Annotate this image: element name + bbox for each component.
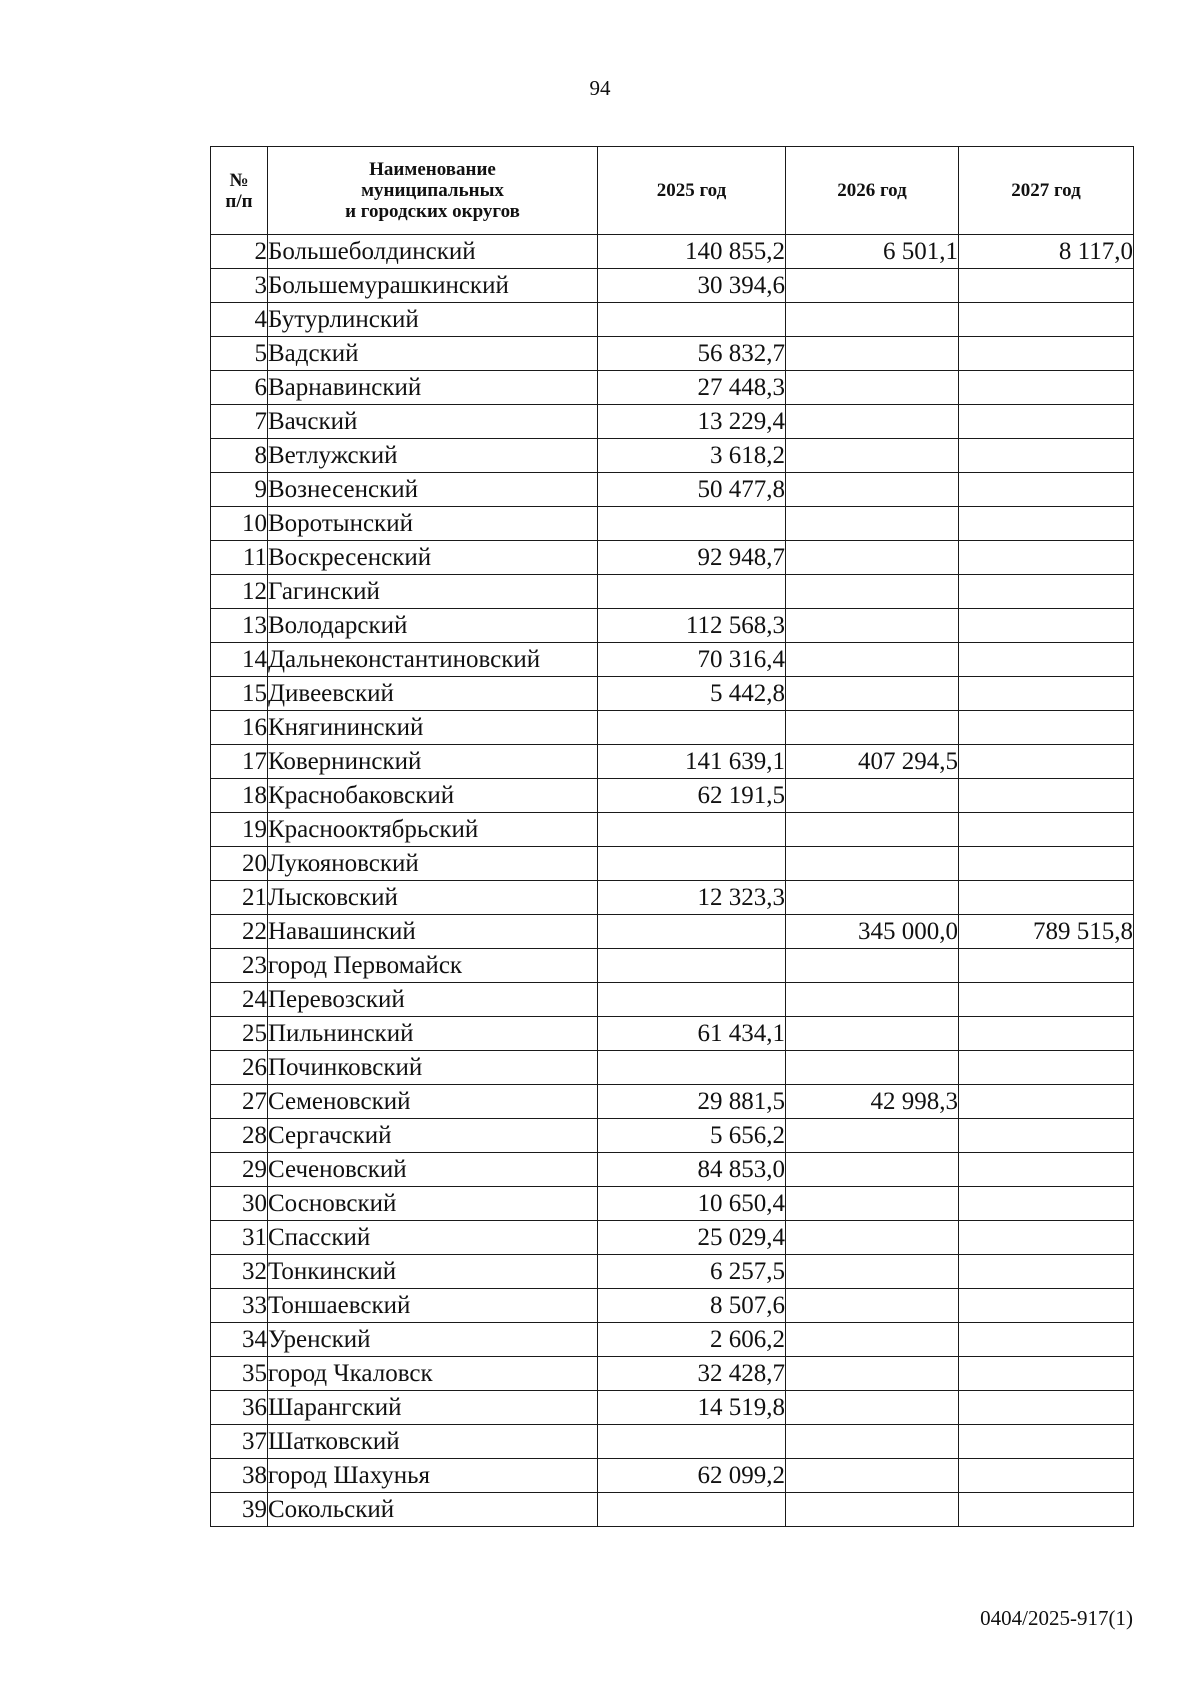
value-2026-cell [786, 1221, 959, 1255]
table-row [211, 711, 1134, 745]
value-2025-cell: 13 229,4 [598, 405, 786, 439]
district-name-cell: Тонкинский [268, 1255, 598, 1289]
value-2027-cell [959, 609, 1134, 643]
value-2026-cell [786, 371, 959, 405]
district-name-cell: Лысковский [268, 881, 598, 915]
district-name-cell: Сергачский [268, 1119, 598, 1153]
header-2025: 2025 год [598, 147, 786, 235]
district-name-cell: Семеновский [268, 1085, 598, 1119]
value-2025-cell: 2 606,2 [598, 1323, 786, 1357]
table-row [211, 1289, 1134, 1323]
row-number-cell: 12 [211, 575, 268, 609]
value-2027-cell [959, 1323, 1134, 1357]
table-row [211, 745, 1134, 779]
value-2025-cell: 12 323,3 [598, 881, 786, 915]
document-code: 0404/2025-917(1) [980, 1606, 1133, 1630]
value-2026-cell: 407 294,5 [786, 745, 959, 779]
row-number-cell: 18 [211, 779, 268, 813]
value-2027-cell [959, 1187, 1134, 1221]
row-number-cell: 34 [211, 1323, 268, 1357]
table-row [211, 609, 1134, 643]
value-2026-cell [786, 575, 959, 609]
page-number: 94 [589, 76, 611, 100]
district-name-cell: Сокольский [268, 1493, 598, 1527]
table-row [211, 473, 1134, 507]
table-row [211, 235, 1134, 269]
row-number-cell: 31 [211, 1221, 268, 1255]
district-name-cell: Княгининский [268, 711, 598, 745]
row-number-cell: 16 [211, 711, 268, 745]
value-2026-cell [786, 779, 959, 813]
row-number-cell: 37 [211, 1425, 268, 1459]
value-2025-cell: 6 257,5 [598, 1255, 786, 1289]
district-name-cell: Краснобаковский [268, 779, 598, 813]
value-2027-cell [959, 1493, 1134, 1527]
value-2025-cell [598, 1051, 786, 1085]
value-2026-cell [786, 507, 959, 541]
table-row [211, 1425, 1134, 1459]
value-2026-cell [786, 1051, 959, 1085]
table-row [211, 1357, 1134, 1391]
value-2026-cell [786, 711, 959, 745]
row-number-cell: 21 [211, 881, 268, 915]
row-number-cell: 19 [211, 813, 268, 847]
value-2027-cell [959, 405, 1134, 439]
value-2025-cell [598, 915, 786, 949]
value-2025-cell: 56 832,7 [598, 337, 786, 371]
row-number-cell: 33 [211, 1289, 268, 1323]
value-2027-cell [959, 643, 1134, 677]
table-row [211, 1119, 1134, 1153]
value-2026-cell [786, 983, 959, 1017]
district-name-cell: Краснооктябрьский [268, 813, 598, 847]
table-row [211, 1153, 1134, 1187]
row-number-cell: 38 [211, 1459, 268, 1493]
value-2025-cell: 62 099,2 [598, 1459, 786, 1493]
value-2027-cell [959, 541, 1134, 575]
table-row [211, 1323, 1134, 1357]
row-number-cell: 9 [211, 473, 268, 507]
value-2027-cell [959, 1119, 1134, 1153]
district-name-cell: Варнавинский [268, 371, 598, 405]
value-2025-cell: 70 316,4 [598, 643, 786, 677]
value-2027-cell [959, 711, 1134, 745]
header-num-label: № п/п [225, 169, 253, 212]
value-2026-cell: 42 998,3 [786, 1085, 959, 1119]
value-2027-cell [959, 1357, 1134, 1391]
value-2026-cell [786, 1493, 959, 1527]
table-row [211, 1051, 1134, 1085]
value-2025-cell [598, 303, 786, 337]
district-name-cell: Володарский [268, 609, 598, 643]
district-name-cell: Вознесенский [268, 473, 598, 507]
value-2026-cell [786, 1255, 959, 1289]
table-row [211, 983, 1134, 1017]
value-2026-cell [786, 405, 959, 439]
value-2027-cell [959, 1153, 1134, 1187]
row-number-cell: 36 [211, 1391, 268, 1425]
value-2026-cell [786, 473, 959, 507]
header-name-label: Наименование муниципальных и городских округов [345, 159, 520, 222]
table-row [211, 337, 1134, 371]
row-number-cell: 29 [211, 1153, 268, 1187]
district-name-cell: Дальнеконстантиновский [268, 643, 598, 677]
value-2027-cell [959, 1289, 1134, 1323]
value-2025-cell: 92 948,7 [598, 541, 786, 575]
table-row [211, 507, 1134, 541]
district-name-cell: Ветлужский [268, 439, 598, 473]
table-row [211, 439, 1134, 473]
value-2027-cell: 8 117,0 [959, 235, 1134, 269]
value-2026-cell [786, 337, 959, 371]
row-number-cell: 10 [211, 507, 268, 541]
value-2027-cell [959, 847, 1134, 881]
allocation-table [210, 146, 1134, 1527]
row-number-cell: 30 [211, 1187, 268, 1221]
header-2026: 2026 год [786, 147, 959, 235]
row-number-cell: 4 [211, 303, 268, 337]
district-name-cell: город Шахунья [268, 1459, 598, 1493]
value-2027-cell [959, 1017, 1134, 1051]
value-2025-cell [598, 575, 786, 609]
value-2025-cell [598, 847, 786, 881]
value-2025-cell [598, 983, 786, 1017]
table-row [211, 643, 1134, 677]
value-2025-cell: 84 853,0 [598, 1153, 786, 1187]
value-2025-cell [598, 813, 786, 847]
district-name-cell: Дивеевский [268, 677, 598, 711]
value-2025-cell: 27 448,3 [598, 371, 786, 405]
value-2026-cell [786, 439, 959, 473]
table-row [211, 541, 1134, 575]
value-2027-cell [959, 439, 1134, 473]
header-name [268, 147, 598, 235]
row-number-cell: 13 [211, 609, 268, 643]
table-row [211, 1085, 1134, 1119]
value-2027-cell [959, 371, 1134, 405]
row-number-cell: 8 [211, 439, 268, 473]
table-row [211, 1017, 1134, 1051]
header-row [211, 147, 1134, 235]
value-2027-cell [959, 269, 1134, 303]
row-number-cell: 26 [211, 1051, 268, 1085]
value-2025-cell: 140 855,2 [598, 235, 786, 269]
table-row [211, 1493, 1134, 1527]
table-header [211, 147, 1134, 235]
value-2026-cell [786, 677, 959, 711]
value-2027-cell: 789 515,8 [959, 915, 1134, 949]
value-2026-cell [786, 847, 959, 881]
value-2027-cell [959, 303, 1134, 337]
table-row [211, 405, 1134, 439]
value-2027-cell [959, 745, 1134, 779]
district-name-cell: Вадский [268, 337, 598, 371]
value-2025-cell: 3 618,2 [598, 439, 786, 473]
table-body [211, 235, 1134, 1527]
header-num [211, 147, 268, 235]
row-number-cell: 27 [211, 1085, 268, 1119]
district-name-cell: Бутурлинский [268, 303, 598, 337]
value-2026-cell [786, 1289, 959, 1323]
value-2025-cell: 10 650,4 [598, 1187, 786, 1221]
row-number-cell: 35 [211, 1357, 268, 1391]
table-row [211, 1255, 1134, 1289]
district-name-cell: Шарангский [268, 1391, 598, 1425]
value-2026-cell [786, 269, 959, 303]
value-2027-cell [959, 473, 1134, 507]
value-2026-cell: 345 000,0 [786, 915, 959, 949]
value-2027-cell [959, 1221, 1134, 1255]
row-number-cell: 25 [211, 1017, 268, 1051]
row-number-cell: 14 [211, 643, 268, 677]
table-row [211, 1187, 1134, 1221]
table-row [211, 813, 1134, 847]
row-number-cell: 39 [211, 1493, 268, 1527]
value-2026-cell [786, 609, 959, 643]
table-row [211, 303, 1134, 337]
table-row [211, 949, 1134, 983]
value-2025-cell [598, 1493, 786, 1527]
row-number-cell: 6 [211, 371, 268, 405]
value-2025-cell: 61 434,1 [598, 1017, 786, 1051]
value-2027-cell [959, 983, 1134, 1017]
table-row [211, 575, 1134, 609]
value-2026-cell [786, 303, 959, 337]
row-number-cell: 20 [211, 847, 268, 881]
value-2025-cell: 8 507,6 [598, 1289, 786, 1323]
district-name-cell: Уренский [268, 1323, 598, 1357]
district-name-cell: город Чкаловск [268, 1357, 598, 1391]
district-name-cell: Перевозский [268, 983, 598, 1017]
district-name-cell: Спасский [268, 1221, 598, 1255]
district-name-cell: Гагинский [268, 575, 598, 609]
table-row [211, 371, 1134, 405]
value-2026-cell [786, 1153, 959, 1187]
value-2027-cell [959, 507, 1134, 541]
header-2027: 2027 год [959, 147, 1134, 235]
value-2025-cell: 32 428,7 [598, 1357, 786, 1391]
table-row [211, 847, 1134, 881]
value-2027-cell [959, 575, 1134, 609]
district-name-cell: Воротынский [268, 507, 598, 541]
district-name-cell: Воскресенский [268, 541, 598, 575]
table-row [211, 1391, 1134, 1425]
value-2026-cell [786, 1017, 959, 1051]
value-2027-cell [959, 813, 1134, 847]
table-row [211, 677, 1134, 711]
value-2026-cell [786, 1323, 959, 1357]
district-name-cell: Навашинский [268, 915, 598, 949]
district-name-cell: Починковский [268, 1051, 598, 1085]
value-2026-cell [786, 1425, 959, 1459]
value-2026-cell [786, 1391, 959, 1425]
value-2026-cell [786, 1187, 959, 1221]
row-number-cell: 17 [211, 745, 268, 779]
value-2026-cell [786, 541, 959, 575]
district-name-cell: Лукояновский [268, 847, 598, 881]
value-2026-cell [786, 1119, 959, 1153]
value-2025-cell [598, 1425, 786, 1459]
value-2025-cell [598, 711, 786, 745]
value-2026-cell [786, 1357, 959, 1391]
value-2025-cell: 5 656,2 [598, 1119, 786, 1153]
value-2027-cell [959, 1425, 1134, 1459]
table-row [211, 915, 1134, 949]
row-number-cell: 23 [211, 949, 268, 983]
table-row [211, 1459, 1134, 1493]
row-number-cell: 11 [211, 541, 268, 575]
value-2026-cell [786, 643, 959, 677]
value-2026-cell [786, 1459, 959, 1493]
value-2025-cell: 14 519,8 [598, 1391, 786, 1425]
value-2027-cell [959, 677, 1134, 711]
value-2025-cell: 29 881,5 [598, 1085, 786, 1119]
value-2027-cell [959, 881, 1134, 915]
row-number-cell: 28 [211, 1119, 268, 1153]
value-2027-cell [959, 337, 1134, 371]
row-number-cell: 24 [211, 983, 268, 1017]
value-2025-cell [598, 949, 786, 983]
value-2027-cell [959, 949, 1134, 983]
district-name-cell: Вачский [268, 405, 598, 439]
value-2025-cell: 50 477,8 [598, 473, 786, 507]
district-name-cell: Тоншаевский [268, 1289, 598, 1323]
table-row [211, 1221, 1134, 1255]
district-name-cell: Большеболдинский [268, 235, 598, 269]
district-name-cell: Ковернинский [268, 745, 598, 779]
district-name-cell: Сосновский [268, 1187, 598, 1221]
value-2026-cell [786, 881, 959, 915]
value-2027-cell [959, 1391, 1134, 1425]
row-number-cell: 22 [211, 915, 268, 949]
table-row [211, 881, 1134, 915]
table-row [211, 779, 1134, 813]
value-2026-cell: 6 501,1 [786, 235, 959, 269]
row-number-cell: 7 [211, 405, 268, 439]
value-2027-cell [959, 1459, 1134, 1493]
value-2027-cell [959, 1051, 1134, 1085]
row-number-cell: 3 [211, 269, 268, 303]
value-2025-cell: 5 442,8 [598, 677, 786, 711]
row-number-cell: 32 [211, 1255, 268, 1289]
district-name-cell: Большемурашкинский [268, 269, 598, 303]
row-number-cell: 2 [211, 235, 268, 269]
district-name-cell: Пильнинский [268, 1017, 598, 1051]
value-2026-cell [786, 813, 959, 847]
value-2025-cell: 25 029,4 [598, 1221, 786, 1255]
value-2027-cell [959, 779, 1134, 813]
value-2025-cell: 141 639,1 [598, 745, 786, 779]
district-name-cell: город Первомайск [268, 949, 598, 983]
value-2026-cell [786, 949, 959, 983]
value-2027-cell [959, 1085, 1134, 1119]
value-2025-cell: 30 394,6 [598, 269, 786, 303]
district-name-cell: Шатковский [268, 1425, 598, 1459]
row-number-cell: 15 [211, 677, 268, 711]
value-2027-cell [959, 1255, 1134, 1289]
value-2025-cell: 112 568,3 [598, 609, 786, 643]
table-row [211, 269, 1134, 303]
district-name-cell: Сеченовский [268, 1153, 598, 1187]
row-number-cell: 5 [211, 337, 268, 371]
value-2025-cell [598, 507, 786, 541]
value-2025-cell: 62 191,5 [598, 779, 786, 813]
